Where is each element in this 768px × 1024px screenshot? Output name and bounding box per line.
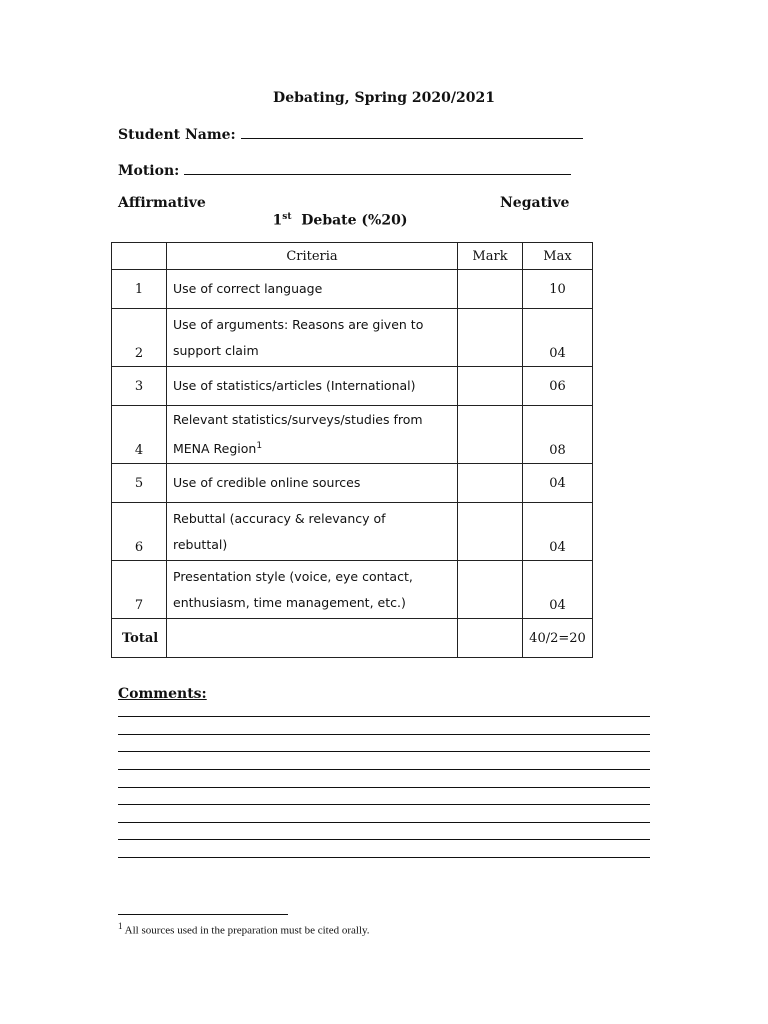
row-criteria-line1: Use of arguments: Reasons are given to (173, 316, 424, 332)
row-number: 7 (112, 561, 167, 619)
comment-line[interactable] (118, 822, 650, 823)
row-criteria: Use of statistics/articles (International) (167, 367, 458, 406)
total-row (112, 619, 593, 658)
row-criteria (167, 406, 458, 464)
row-number: 4 (112, 406, 167, 464)
table-row (112, 464, 593, 503)
row-mark-cell[interactable] (458, 406, 523, 464)
row-mark-cell[interactable] (458, 309, 523, 367)
row-mark-cell[interactable] (458, 367, 523, 406)
comments-label: Comments: (118, 686, 207, 702)
table-row (112, 309, 593, 367)
table-row (112, 561, 593, 619)
student-name-label: Student Name: (118, 127, 236, 143)
header-criteria: Criteria (167, 243, 458, 270)
header-number-cell (112, 243, 167, 270)
row-number: 2 (112, 309, 167, 367)
table-header-row (112, 243, 593, 270)
row-max: 06 (523, 367, 593, 406)
student-name-line[interactable] (241, 124, 583, 139)
comment-line[interactable] (118, 734, 650, 735)
debate-number: 1 (272, 212, 283, 229)
row-mark-cell[interactable] (458, 270, 523, 309)
footnote-ref: 1 (256, 440, 263, 451)
table-row (112, 503, 593, 561)
comment-line[interactable] (118, 716, 650, 717)
negative-label: Negative (500, 195, 570, 211)
total-value: 40/2=20 (523, 619, 593, 658)
row-max: 04 (523, 561, 593, 619)
row-criteria: Use of correct language (167, 270, 458, 309)
footnote-separator (118, 914, 288, 915)
total-label: Total (112, 619, 167, 658)
student-name-field[interactable] (118, 124, 583, 143)
table-row (112, 367, 593, 406)
row-max: 10 (523, 270, 593, 309)
debate-heading-text: Debate (%20) (301, 212, 408, 229)
table-row (112, 406, 593, 464)
row-number: 3 (112, 367, 167, 406)
row-number: 5 (112, 464, 167, 503)
row-criteria: Use of credible online sources (167, 464, 458, 503)
comment-line[interactable] (118, 839, 650, 840)
row-criteria-line2: support claim (173, 342, 259, 358)
footnote-marker: 1 (118, 921, 123, 931)
total-criteria-cell (167, 619, 458, 658)
row-number: 1 (112, 270, 167, 309)
footnote (118, 921, 370, 937)
comment-line[interactable] (118, 804, 650, 805)
header-max: Max (523, 243, 593, 270)
document-title: Debating, Spring 2020/2021 (273, 90, 495, 106)
total-mark-cell[interactable] (458, 619, 523, 658)
comment-line[interactable] (118, 787, 650, 788)
row-max: 04 (523, 309, 593, 367)
footnote-text: All sources used in the preparation must be cited orally. (124, 924, 370, 937)
rubric-table (111, 242, 593, 658)
comment-line[interactable] (118, 769, 650, 770)
row-criteria-line1: Relevant statistics/surveys/studies from (173, 411, 423, 427)
row-mark-cell[interactable] (458, 561, 523, 619)
table-row (112, 270, 593, 309)
row-max: 04 (523, 464, 593, 503)
row-criteria-line1: Presentation style (voice, eye contact, (173, 568, 413, 584)
row-criteria-line1: Rebuttal (accuracy & relevancy of (173, 510, 386, 526)
row-criteria-line2: enthusiasm, time management, etc.) (173, 594, 406, 610)
row-criteria-line2-wrap (173, 433, 457, 462)
header-mark: Mark (458, 243, 523, 270)
row-max: 08 (523, 406, 593, 464)
debate-heading (0, 212, 680, 229)
motion-line[interactable] (184, 160, 571, 175)
row-criteria-line2: MENA Region (173, 441, 257, 457)
row-criteria (167, 561, 458, 619)
motion-field[interactable] (118, 160, 571, 179)
row-mark-cell[interactable] (458, 503, 523, 561)
motion-label: Motion: (118, 163, 180, 179)
affirmative-label: Affirmative (118, 195, 206, 211)
row-criteria-line2: rebuttal) (173, 536, 228, 552)
debate-number-suffix: st (282, 212, 292, 222)
comment-line[interactable] (118, 751, 650, 752)
row-criteria (167, 309, 458, 367)
row-number: 6 (112, 503, 167, 561)
row-max: 04 (523, 503, 593, 561)
row-mark-cell[interactable] (458, 464, 523, 503)
comment-line[interactable] (118, 857, 650, 858)
row-criteria (167, 503, 458, 561)
